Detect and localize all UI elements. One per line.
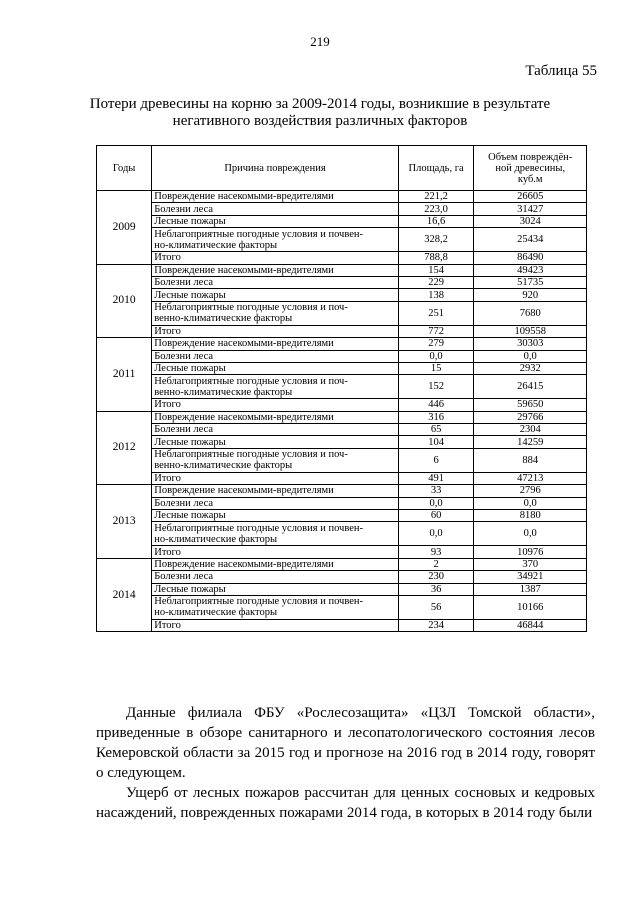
area-cell: 65 [398,424,474,436]
table-row [97,276,587,288]
year-cell: 2012 [97,411,152,485]
area-cell: 446 [398,399,474,411]
table-row [97,301,587,325]
area-cell: 36 [398,583,474,595]
cause-cell: Итого [152,252,399,264]
cause-cell: Повреждение насекомыми-вредителями [152,411,399,423]
table-row [97,472,587,484]
cause-line-1: Неблагоприятные погодные условия и поч- [154,302,348,314]
area-cell: 0,0 [398,497,474,509]
area-cell: 229 [398,276,474,288]
year-cell: 2014 [97,558,152,632]
table-row [97,338,587,350]
cause-cell: Болезни леса [152,203,399,215]
cause-cell: Итого [152,399,399,411]
cause-line-2: венно-климатические факторы [154,460,293,472]
area-cell: 6 [398,448,474,472]
cause-cell: Лесные пожары [152,215,399,227]
volume-cell: 7680 [474,301,587,325]
cause-cell: Болезни леса [152,571,399,583]
table-row [97,399,587,411]
volume-cell: 10166 [474,595,587,619]
volume-cell: 2304 [474,424,587,436]
area-cell: 491 [398,472,474,484]
header-volume-line-1: Объем повреждён- [488,151,573,163]
volume-cell: 8180 [474,510,587,522]
cause-line-1: Неблагоприятные погодные условия и поч- [154,449,348,461]
table-row [97,362,587,374]
table-row [97,522,587,546]
table-row [97,215,587,227]
cause-line-2: но-климатические факторы [154,607,278,619]
table-row [97,510,587,522]
table-row [97,424,587,436]
cause-cell: Лесные пожары [152,436,399,448]
volume-cell: 10976 [474,546,587,558]
cause-cell: Повреждение насекомыми-вредителями [152,338,399,350]
caption-line-2: негативного воздействия различных факторов [172,113,468,129]
table-header-row [97,146,587,191]
table-row [97,497,587,509]
cause-cell: Лесные пожары [152,289,399,301]
table-row [97,619,587,631]
cause-cell: Болезни леса [152,497,399,509]
year-cell: 2013 [97,485,152,559]
paragraph-2: Ущерб от лесных пожаров рассчитан для ценных сосновых и кедровых насаждений, поврежденных пожарами 2014 года, в которых в 2014 году были [96,785,595,821]
table-row [97,325,587,337]
volume-cell: 884 [474,448,587,472]
cause-line-1: Неблагоприятные погодные условия и поч- [154,375,348,387]
area-cell: 0,0 [398,350,474,362]
table-row [97,571,587,583]
area-cell: 221,2 [398,191,474,203]
cause-cell: Итого [152,546,399,558]
cause-cell [152,301,399,325]
volume-cell: 3024 [474,215,587,227]
table-label: Таблица 55 [525,63,597,79]
cause-cell: Лесные пожары [152,362,399,374]
area-cell: 230 [398,571,474,583]
area-cell: 138 [398,289,474,301]
volume-cell: 49423 [474,264,587,276]
volume-cell: 109558 [474,325,587,337]
area-cell: 60 [398,510,474,522]
volume-cell: 26415 [474,375,587,399]
area-cell: 328,2 [398,228,474,252]
cause-cell: Лесные пожары [152,510,399,522]
header-year: Годы [97,146,152,191]
cause-cell [152,522,399,546]
cause-cell: Болезни леса [152,350,399,362]
volume-cell: 34921 [474,571,587,583]
area-cell: 154 [398,264,474,276]
cause-cell [152,228,399,252]
area-cell: 15 [398,362,474,374]
paragraph-1: Данные филиала ФБУ «Рослесозащита» «ЦЗЛ Томской области», приведенные в обзоре санитарного и лесопатологического состояния лесов Кемеровской области за 2015 год и прогнозе на 2016 год в 2014 году, говорят о следующем. [96,705,595,781]
header-volume [474,146,587,191]
body-text [96,703,595,823]
table-row [97,583,587,595]
table-row [97,411,587,423]
year-cell: 2009 [97,191,152,265]
volume-cell: 0,0 [474,497,587,509]
caption-line-1: Потери древесины на корню за 2009-2014 годы, возникшие в результате [89,96,551,112]
table-row [97,203,587,215]
area-cell: 279 [398,338,474,350]
table-body [97,191,587,632]
table-row [97,595,587,619]
area-cell: 104 [398,436,474,448]
cause-cell: Повреждение насекомыми-вредителями [152,558,399,570]
area-cell: 234 [398,619,474,631]
cause-line-2: венно-климатические факторы [154,313,293,325]
volume-cell: 0,0 [474,350,587,362]
volume-cell: 46844 [474,619,587,631]
volume-cell: 59650 [474,399,587,411]
header-volume-line-2: ной древесины, [495,162,566,174]
table-row [97,375,587,399]
table-caption [60,96,580,130]
area-cell: 788,8 [398,252,474,264]
cause-cell: Болезни леса [152,276,399,288]
area-cell: 93 [398,546,474,558]
volume-cell: 370 [474,558,587,570]
cause-cell: Итого [152,472,399,484]
area-cell: 772 [398,325,474,337]
volume-cell: 26605 [474,191,587,203]
cause-cell: Повреждение насекомыми-вредителями [152,485,399,497]
losses-table [96,145,587,632]
cause-cell: Итого [152,325,399,337]
volume-cell: 14259 [474,436,587,448]
cause-cell: Повреждение насекомыми-вредителями [152,191,399,203]
table-row [97,558,587,570]
table-row [97,350,587,362]
header-cause: Причина повреждения [152,146,399,191]
page-number: 219 [310,34,330,49]
area-cell: 152 [398,375,474,399]
volume-cell: 1387 [474,583,587,595]
area-cell: 0,0 [398,522,474,546]
cause-line-2: но-климатические факторы [154,239,278,251]
volume-cell: 30303 [474,338,587,350]
table-row [97,436,587,448]
table-row [97,485,587,497]
header-area: Площадь, га [398,146,474,191]
cause-cell: Повреждение насекомыми-вредителями [152,264,399,276]
volume-cell: 47213 [474,472,587,484]
cause-cell: Лесные пожары [152,583,399,595]
table-row [97,264,587,276]
volume-cell: 25434 [474,228,587,252]
volume-cell: 31427 [474,203,587,215]
volume-cell: 920 [474,289,587,301]
volume-cell: 0,0 [474,522,587,546]
volume-cell: 2796 [474,485,587,497]
area-cell: 251 [398,301,474,325]
area-cell: 16,6 [398,215,474,227]
header-volume-line-3: куб.м [517,173,543,185]
cause-line-1: Неблагоприятные погодные условия и почвен- [154,522,364,534]
table-row [97,448,587,472]
area-cell: 316 [398,411,474,423]
volume-cell: 2932 [474,362,587,374]
cause-line-2: но-климатические факторы [154,533,278,545]
volume-cell: 86490 [474,252,587,264]
year-cell: 2010 [97,264,152,338]
table-row [97,546,587,558]
area-cell: 223,0 [398,203,474,215]
table-row [97,228,587,252]
cause-line-1: Неблагоприятные погодные условия и почвен- [154,228,364,240]
table-row [97,191,587,203]
area-cell: 2 [398,558,474,570]
table-row [97,289,587,301]
cause-cell [152,595,399,619]
volume-cell: 51735 [474,276,587,288]
year-cell: 2011 [97,338,152,412]
cause-cell [152,448,399,472]
area-cell: 56 [398,595,474,619]
volume-cell: 29766 [474,411,587,423]
cause-line-2: венно-климатические факторы [154,386,293,398]
cause-cell: Болезни леса [152,424,399,436]
table-row [97,252,587,264]
cause-line-1: Неблагоприятные погодные условия и почвен- [154,596,364,608]
cause-cell [152,375,399,399]
area-cell: 33 [398,485,474,497]
cause-cell: Итого [152,619,399,631]
